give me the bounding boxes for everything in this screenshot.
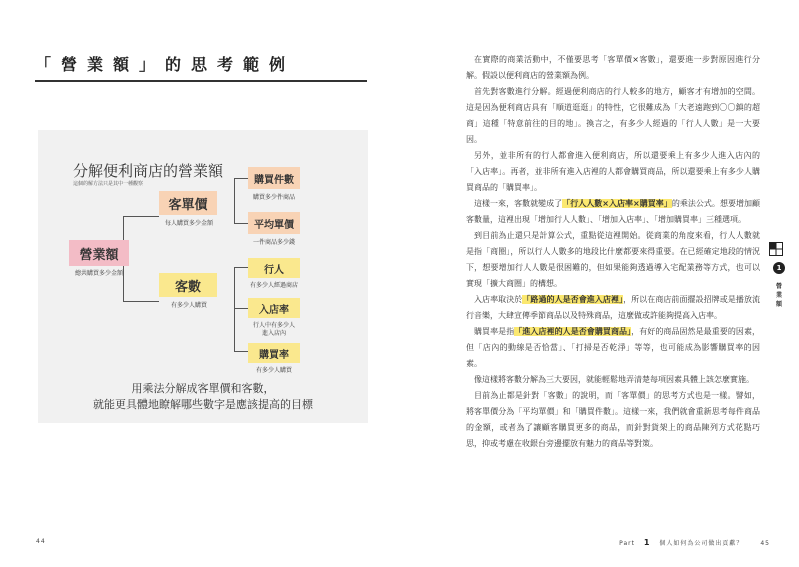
connector-branch2-leaf3 <box>234 267 248 268</box>
page-number-right: 45 <box>760 540 770 547</box>
node-average-price: 平均單價 <box>248 212 300 234</box>
paragraph-6-lead: 入店率取決於 <box>474 295 523 304</box>
node-unit-price: 客單價 <box>159 191 217 215</box>
footer-part-number: 1 <box>643 538 651 547</box>
diagram-conclusion-line-1: 用乘法分解成客單價和客數， <box>131 382 275 395</box>
side-tab-label: 營業額 <box>775 283 782 308</box>
diagram-panel <box>38 130 368 423</box>
paragraph-6-tail: ，所以在商店前面擺設招牌或是播放流行音樂，大肆宣傳季節商品以及特殊商品，這麼做或許能夠提高入店率。 <box>466 295 761 320</box>
paragraph-5: 到目前為止還只是計算公式，重點從這裡開始。從商業的角度來看，行人人數就是指「商圈」，所以行人人數多的地段比什麼都要來得重要。在已經確定地段的情況下，想要增加行人人數是很困難的，但如果能夠透過導入宅配業務等方式，也可以實現「擴大商圈」的構想。 <box>466 231 760 288</box>
paragraph-4-tail: 的乘法公式。想要增加顧客數量，這裡出現「增加行人人數」、「增加入店率」、「增加購買率」三種選項。 <box>466 199 761 224</box>
side-tab-number: 1 <box>773 262 785 274</box>
page-number-left: 44 <box>36 538 46 545</box>
footer-part-label: Part <box>619 540 635 547</box>
paragraph-7-tail: ，有好的商品固然是最重要的因素，但「店內的動線是否恰當」、「打掃是否乾淨」等等，也可能成為影響購買率的因素。 <box>466 327 761 368</box>
diagram-heading: 分解便利商店的營業額 <box>73 162 224 180</box>
paragraph-7 <box>466 324 760 372</box>
node-items-purchased-caption: 購買多少件商品 <box>252 194 295 201</box>
node-unit-price-caption: 每人購買多少金額 <box>164 220 213 227</box>
node-revenue: 營業額 <box>69 240 129 266</box>
connector-branch1-vertical <box>234 178 235 224</box>
connector-branch2-leaf4 <box>234 308 248 309</box>
node-entry-rate-caption-1: 行人中有多少人 <box>252 322 295 329</box>
connector-branch2-leaf5 <box>234 351 248 352</box>
node-items-purchased: 購買件數 <box>248 167 300 189</box>
connector-branch1-leaf2 <box>234 223 248 224</box>
connector-branch2-vertical <box>234 267 235 351</box>
paragraph-3: 另外，並非所有的行人都會進入便利商店，所以還要乘上有多少人進入店內的「入店率」。再者，並非所有進入店裡的人都會購買商品，所以還要乘上有多少人購買商品的「購買率」。 <box>466 151 760 192</box>
paragraph-6 <box>466 292 760 324</box>
diagram-conclusion-line-2: 就能更具體地瞭解哪些數字是應該提高的目標 <box>93 398 313 411</box>
connector-root-branch1 <box>123 216 159 217</box>
footer-chapter-title: 個人如何為公司做出貢獻？ <box>659 540 744 547</box>
node-pedestrians-caption: 有多少人經過商店 <box>249 282 298 289</box>
paragraph-2: 首先對客數進行分解。經過便利商店的行人較多的地方，顧客才有增加的空間。這是因為便利商店具有「順道逛逛」的特性，它很難成為「大老遠跑到〇〇鎮的超商」這種「特意前往的目的地」。換言之，有多少人經過的「行人人數」是一大要因。 <box>466 87 760 144</box>
paragraph-1: 在實際的商業活動中，不僅要思考「客單價×客數」，還要進一步對原因進行分解。假設以便利商店的營業額為例。 <box>466 55 760 80</box>
body-text <box>466 52 760 452</box>
title-rule <box>35 80 367 82</box>
footer-right <box>0 538 770 547</box>
node-purchase-rate: 購買率 <box>248 343 300 363</box>
paragraph-8: 像這樣將客數分解為三大要因，就能輕鬆地弄清楚每項因素具體上該怎麼實施。 <box>474 375 754 384</box>
diagram-subheading: 這個的解方法只是其中一種觀察 <box>73 181 144 187</box>
entry-highlight: 「路過的人是否會進入店裡」 <box>522 295 624 304</box>
paragraph-7-lead: 購買率是指 <box>474 327 515 336</box>
node-entry-rate-caption-2: 進入店內 <box>261 330 286 337</box>
connector-branch1-leaf1 <box>234 178 248 179</box>
paragraph-4-lead: 這樣一來，客數就變成了 <box>474 199 563 208</box>
node-entry-rate: 入店率 <box>248 298 300 318</box>
node-revenue-caption: 總共購買多少金額 <box>74 270 123 277</box>
node-purchase-rate-caption: 有多少人購買 <box>255 367 292 374</box>
purchase-highlight: 「進入店裡的人是否會購買商品」 <box>514 327 632 336</box>
grid-icon <box>769 242 783 256</box>
node-pedestrians: 行人 <box>248 258 300 278</box>
node-customer-count-caption: 有多少人購買 <box>170 302 207 309</box>
paragraph-4 <box>466 196 760 228</box>
node-average-price-caption: 一件商品多少錢 <box>252 239 295 246</box>
formula-highlight: 「行人人數×入店率×購買率」 <box>562 199 672 208</box>
node-customer-count: 客數 <box>159 273 217 297</box>
paragraph-9: 目前為止都是針對「客數」的說明，而「客單價」的思考方式也是一樣。譬如，將客單價分為「平均單價」和「購買件數」。這樣一來，我們就會重新思考每件商品的金額，或者為了讓顧客購買更多的商品，而針對貨架上的商品陳列方式花點巧思，抑或考慮在收銀台旁邊擺放有魅力的商品等對策。 <box>466 391 760 448</box>
page-title: 「營業額」的思考範例 <box>35 55 296 74</box>
